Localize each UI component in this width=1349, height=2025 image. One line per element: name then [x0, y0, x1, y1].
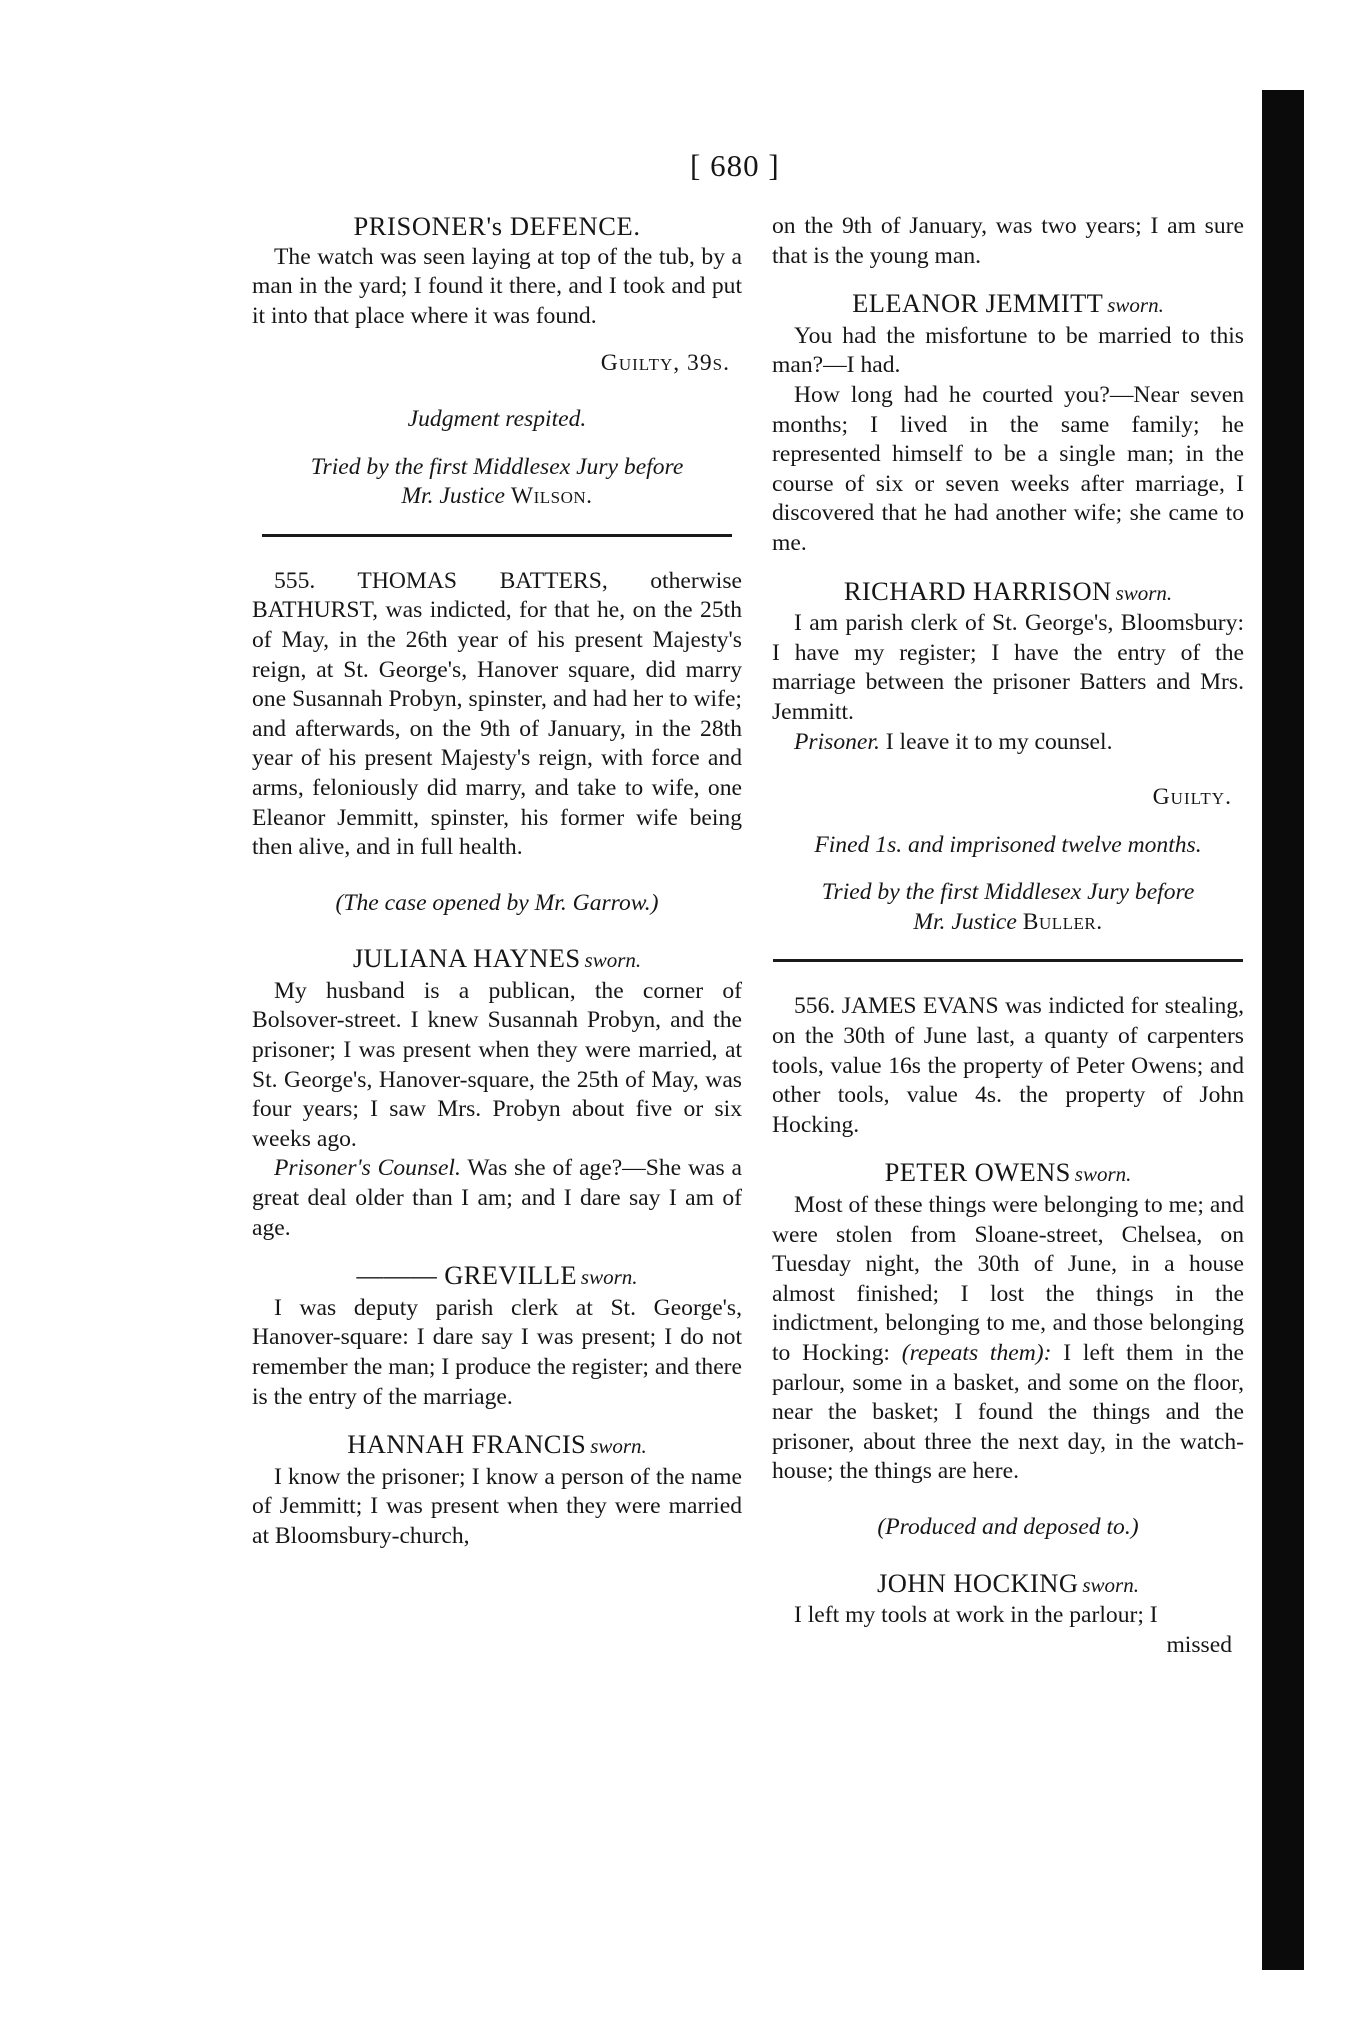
witness-heading-owens: [772, 1158, 1244, 1190]
prisoner-text: I leave it to my counsel.: [885, 728, 1113, 755]
verdict-right: Guilty.: [1152, 784, 1232, 811]
witness-name: ——— GREVILLE: [356, 1260, 577, 1291]
produced-note: (Produced and deposed to.): [877, 1513, 1139, 1540]
judge-name-right: Buller.: [1022, 908, 1103, 935]
witness-name: JULIANA HAYNES: [352, 943, 581, 974]
sworn-label: sworn.: [1082, 1572, 1139, 1597]
witness-heading-francis: [252, 1430, 742, 1462]
witness-name: RICHARD HARRISON: [843, 575, 1112, 606]
section-rule-left: [262, 534, 732, 537]
scan-edge-shadow: [1262, 90, 1304, 1970]
witness-text-haynes: My husband is a publican, the corner of Bolsover-street. I knew Susannah Probyn, and the prisoner; I was present when they were married, at St. George's, Hanover-square, the 25th of May, was four years; I saw Mrs. Probyn about five or six weeks ago.: [252, 977, 742, 1152]
sworn-label: sworn.: [1107, 293, 1164, 318]
witness-text-greville: I was deputy parish clerk at St. George's, Hanover-square: I dare say I was present; I do not remember the man; I produce the register; and there is the entry of the marriage.: [252, 1294, 743, 1410]
witness-heading-haynes: [252, 944, 742, 976]
witness-text-francis: I know the prisoner; I know a person of the name of Jemmitt; I was present when they were married at Bloomsbury-church,: [252, 1463, 742, 1549]
witness-heading-hocking: [772, 1569, 1244, 1601]
counsel-question: [252, 1154, 742, 1243]
witness-text-hocking: I left my tools at work in the parlour; I: [794, 1602, 1158, 1629]
witness-name: HANNAH FRANCIS: [347, 1429, 587, 1460]
witness-name: JOHN HOCKING: [877, 1567, 1079, 1598]
counsel-label: Prisoner's Counsel.: [274, 1155, 461, 1182]
section-rule-right: [773, 959, 1243, 962]
witness-text-owens: [772, 1191, 1244, 1487]
tried-line-right: [772, 878, 1244, 937]
sworn-label: sworn.: [1115, 580, 1173, 605]
tried-line-1: Tried by the first Middlesex Jury before: [310, 453, 684, 480]
tried-line-2: Mr. Justice: [913, 908, 1017, 935]
sentence: Fined 1s. and imprisoned twelve months.: [814, 831, 1202, 858]
repeats-them: (repeats them):: [901, 1340, 1052, 1366]
witness-name: ELEANOR JEMMITT: [852, 288, 1104, 319]
sworn-label: sworn.: [590, 1434, 647, 1459]
witness-text-harrison: I am parish clerk of St. George's, Bloomsbury: I have my register; I have the entry of the marriage between the prisoner Batters and Mrs. Jemmitt.: [772, 610, 1244, 725]
judgment-respited: Judgment respited.: [407, 405, 587, 432]
defence-heading: PRISONER's DEFENCE.: [353, 211, 641, 241]
right-column: [772, 212, 1244, 1660]
owens-text-a: Most of these things were belonging to me; and were stolen from Sloane-street, Chelsea, on Tuesday night, the 30th of June, in a house almost finished; I lost the things in the indictment, belonging to me, and those belonging to Hocking:: [772, 1192, 1244, 1366]
sworn-label: sworn.: [580, 1265, 638, 1290]
tried-line-left: [252, 453, 742, 512]
owens-text-b: I left them in the parlour, some in a basket, and some on the floor, near the basket; I found the things and the prisoner, about three the next day, in the watch-house; the things are here.: [772, 1340, 1245, 1485]
witness-heading-greville: [252, 1261, 742, 1293]
witness-heading-jemmitt: [772, 289, 1244, 321]
tried-line-2: Mr. Justice: [401, 483, 505, 510]
sworn-label: sworn.: [584, 948, 642, 973]
left-column: [252, 212, 742, 1552]
defence-text: The watch was seen laying at top of the tub, by a man in the yard; I found it there, and I took and put it into that place where it was found.: [252, 243, 742, 329]
judge-name-left: Wilson.: [510, 483, 593, 510]
prisoner-label: Prisoner.: [794, 728, 880, 755]
witness-text-jemmitt-1: You had the misfortune to be married to this man?—I had.: [772, 322, 1244, 379]
case-opened: (The case opened by Mr. Garrow.): [335, 889, 659, 916]
continued-text: on the 9th of January, was two years; I am sure that is the young man.: [772, 213, 1244, 269]
counsel-text: Was she of age?—She was a great deal older than I am; and I dare say I am of age.: [252, 1155, 742, 1241]
page-number: [ 680 ]: [690, 148, 780, 183]
sworn-label: sworn.: [1074, 1162, 1132, 1187]
witness-name: PETER OWENS: [884, 1157, 1071, 1188]
case-556-text: 556. JAMES EVANS was indicted for stealing, on the 30th of June last, a quanty of carpenters tools, value 16s the property of Peter Owens; and other tools, value 4s. the property of John Hocking.: [772, 993, 1244, 1138]
case-555-text: 555. THOMAS BATTERS, otherwise BATHURST, was indicted, for that he, on the 25th of May, in the 26th year of his present Majesty's reign, at St. George's, Hanover square, did marry one Susannah Probyn, spinster, and had her to wife; and afterwards, on the 9th of January, in the 28th year of his present Majesty's reign, with force and arms, feloniously did marry, and take to wife, one Eleanor Jemmitt, spinster, his former wife being then alive, and in full health.: [252, 567, 742, 861]
prisoner-statement: [772, 728, 1244, 758]
witness-heading-harrison: [772, 577, 1244, 609]
verdict-left: Guilty, 39s.: [600, 350, 730, 377]
tried-line-1: Tried by the first Middlesex Jury before: [821, 879, 1195, 906]
witness-text-jemmitt-2: How long had he courted you?—Near seven months; I lived in the same family; he represented himself to be a single man; in the course of six or seven weeks after marriage, I discovered that he had another wife; she came to me.: [772, 381, 1244, 556]
catchword: missed: [1166, 1631, 1232, 1658]
